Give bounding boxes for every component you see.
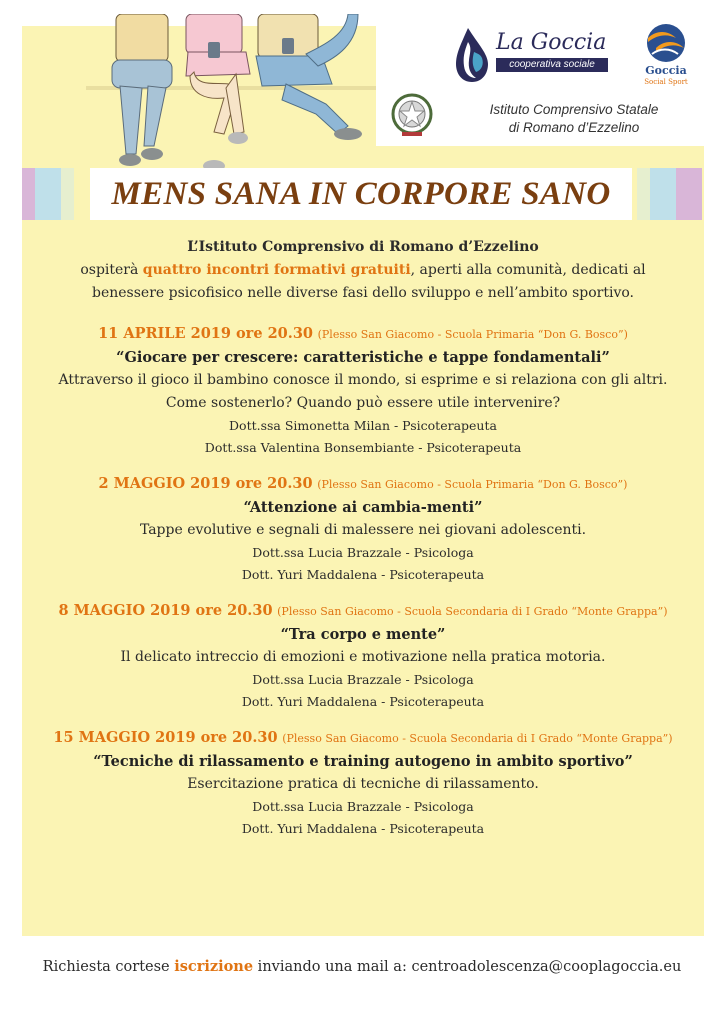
intro-text xyxy=(22,236,704,305)
event-venue: (Plesso San Giacomo - Scuola Primaria “Don G. Bosco”) xyxy=(317,478,628,491)
la-goccia-logo-text: La Goccia xyxy=(496,30,607,55)
footer-highlight: iscrizione xyxy=(174,958,254,975)
event-speaker: Dott. Yuri Maddalena - Psicoterapeuta xyxy=(241,821,485,836)
footer-post: inviando una mail a: xyxy=(253,959,412,975)
poster-content xyxy=(22,236,704,840)
registration-footer xyxy=(0,958,724,975)
event-speaker: Dott.ssa Valentina Bonsembiante - Psicoterapeuta xyxy=(204,440,522,455)
event-speaker: Dott. Yuri Maddalena - Psicoterapeuta xyxy=(241,567,485,582)
sport-emblem-icon xyxy=(638,22,694,64)
goccia-sport-logo-text: Goccia xyxy=(645,64,687,77)
event-date: 11 APRILE 2019 ore 20.30 xyxy=(98,325,313,342)
event-block xyxy=(22,600,704,713)
stripe xyxy=(48,168,61,220)
goccia-sport-logo-subtitle: Social Sport xyxy=(644,78,688,86)
teenagers-illustration xyxy=(86,14,376,180)
event-description: Tappe evolutive e segnali di malessere nei giovani adolescenti. xyxy=(139,522,587,538)
event-speaker: Dott.ssa Lucia Brazzale - Psicologa xyxy=(252,672,474,687)
stripe xyxy=(676,168,689,220)
event-title: “Giocare per crescere: caratteristiche e tappe fondamentali” xyxy=(116,349,610,366)
event-venue: (Plesso San Giacomo - Scuola Secondaria di I Grado “Monte Grappa”) xyxy=(277,605,668,618)
footer-pre: Richiesta cortese xyxy=(42,959,175,975)
stripes-right xyxy=(637,168,702,220)
intro-line-2-post: , aperti alla comunità, dedicati al xyxy=(410,262,646,278)
stripe xyxy=(663,168,676,220)
event-date: 8 MAGGIO 2019 ore 20.30 xyxy=(58,602,273,619)
event-date-line xyxy=(22,323,704,346)
event-speaker: Dott.ssa Lucia Brazzale - Psicologa xyxy=(252,545,474,560)
stripe xyxy=(74,168,87,220)
event-speaker: Dott.ssa Lucia Brazzale - Psicologa xyxy=(252,799,474,814)
stripes-left xyxy=(22,168,87,220)
event-description: Come sostenerlo? Quando può essere utile intervenire? xyxy=(165,395,561,411)
title-band xyxy=(90,168,632,220)
event-date-line xyxy=(22,600,704,623)
event-date: 15 MAGGIO 2019 ore 20.30 xyxy=(53,729,278,746)
event-speaker: Dott. Yuri Maddalena - Psicoterapeuta xyxy=(241,694,485,709)
event-description: Attraverso il gioco il bambino conosce il mondo, si esprime e si relaziona con gli altri. xyxy=(58,372,668,388)
intro-line-3: benessere psicofisico nelle diverse fasi dello sviluppo e nell’ambito sportivo. xyxy=(92,285,634,301)
institute-name xyxy=(458,101,690,137)
stripe xyxy=(22,168,35,220)
stripe xyxy=(61,168,74,220)
event-venue: (Plesso San Giacomo - Scuola Secondaria di I Grado “Monte Grappa”) xyxy=(282,732,673,745)
contact-email-link[interactable]: centroadolescenza@cooplagoccia.eu xyxy=(411,959,682,975)
intro-line-1: L’Istituto Comprensivo di Romano d’Ezzelino xyxy=(187,239,539,255)
intro-line-2-pre: ospiterà xyxy=(80,262,143,278)
event-title: “Attenzione ai cambia-menti” xyxy=(243,499,483,516)
event-venue: (Plesso San Giacomo - Scuola Primaria “Don G. Bosco”) xyxy=(317,328,628,341)
event-date-line xyxy=(22,473,704,496)
la-goccia-logo-subtitle: cooperativa sociale xyxy=(496,58,608,72)
italian-republic-emblem-icon xyxy=(390,92,434,138)
stripe xyxy=(35,168,48,220)
intro-line-2 xyxy=(22,259,704,282)
event-block xyxy=(22,727,704,840)
event-title: “Tecniche di rilassamento e training autogeno in ambito sportivo” xyxy=(93,753,633,770)
institute-line-2: di Romano d’Ezzelino xyxy=(508,120,640,135)
intro-highlight: quattro incontri formativi gratuiti xyxy=(142,262,411,278)
poster-title: MENS SANA IN CORPORE SANO xyxy=(111,175,611,212)
event-description: Il delicato intreccio di emozioni e motivazione nella pratica motoria. xyxy=(120,649,606,665)
event-description: Esercitazione pratica di tecniche di rilassamento. xyxy=(187,776,539,792)
event-block xyxy=(22,323,704,459)
event-speaker: Dott.ssa Simonetta Milan - Psicoterapeuta xyxy=(229,418,497,433)
institute-line-1: Istituto Comprensivo Statale xyxy=(489,102,659,117)
stripe xyxy=(650,168,663,220)
event-date-line xyxy=(22,727,704,750)
stripe xyxy=(637,168,650,220)
event-title: “Tra corpo e mente” xyxy=(280,626,446,643)
stripe xyxy=(689,168,702,220)
event-date: 2 MAGGIO 2019 ore 20.30 xyxy=(98,475,313,492)
event-block xyxy=(22,473,704,586)
